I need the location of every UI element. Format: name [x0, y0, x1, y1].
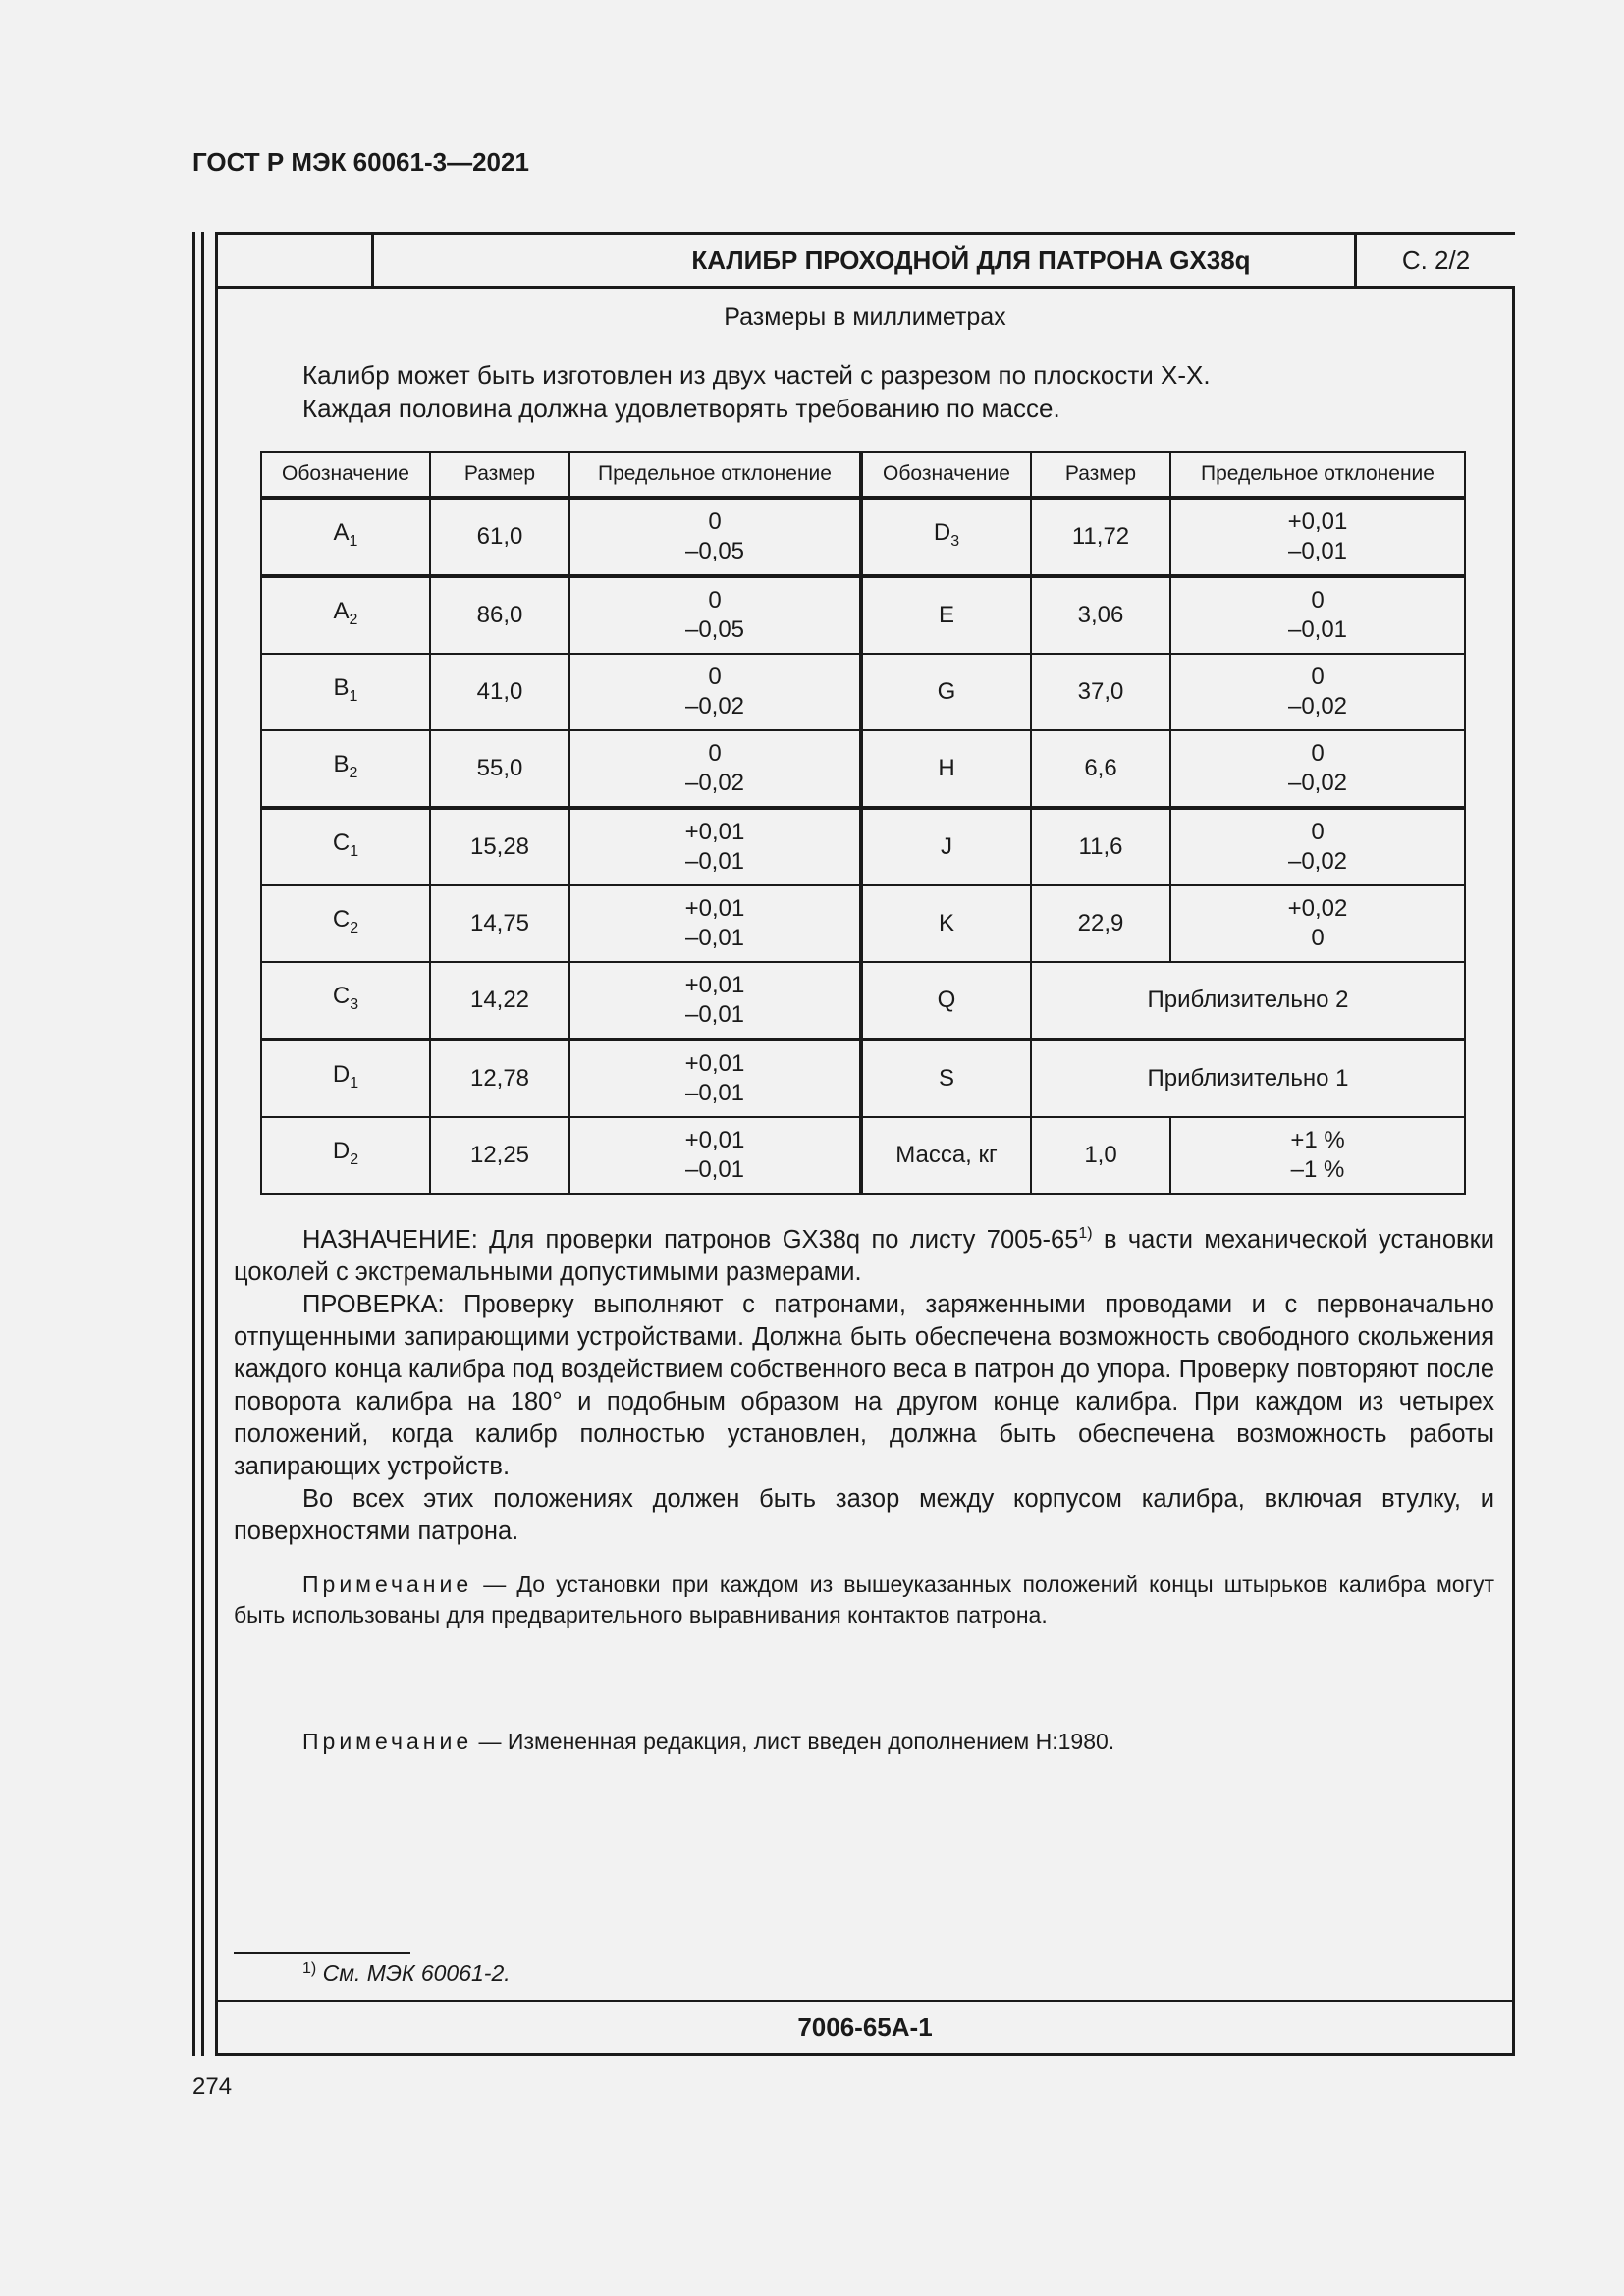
size-cell: 55,0 [430, 730, 569, 808]
sheet-frame [215, 232, 1515, 2056]
note-label: Примечание [302, 1729, 473, 1754]
table-row [261, 1040, 1465, 1117]
size-cell: 41,0 [430, 654, 569, 730]
page-number: 274 [192, 2073, 233, 2100]
column-header: Обозначение [261, 452, 430, 498]
size-cell: 37,0 [1031, 654, 1170, 730]
designation-cell: G [861, 654, 1031, 730]
size-cell: 12,78 [430, 1040, 569, 1117]
merged-value-cell: Приблизительно 2 [1031, 962, 1465, 1040]
note-2: Примечание — Измененная редакция, лист введен дополнением H:1980. [302, 1729, 1115, 1754]
size-cell: 61,0 [430, 498, 569, 576]
table-row [261, 885, 1465, 962]
tolerance-cell: +1 % –1 % [1170, 1117, 1465, 1194]
purpose-paragraph: НАЗНАЧЕНИЕ: Для проверки патронов GX38q по листу 7005-65$^{1)}$ в части механической установки цоколей с экстремальными допустимыми размерами. [234, 1225, 1494, 1286]
table-row [261, 654, 1465, 730]
tolerance-cell: +0,01 –0,01 [569, 1117, 861, 1194]
size-cell: 86,0 [430, 576, 569, 654]
size-cell: 14,22 [430, 962, 569, 1040]
footnote-text: См. МЭК 60061-2. [322, 1960, 511, 1986]
binding-bar-inner [201, 232, 204, 2056]
designation-cell: Q [861, 962, 1031, 1040]
designation-cell: $A_2$ [261, 576, 430, 654]
designation-cell: E [861, 576, 1031, 654]
tolerance-cell: +0,02 0 [1170, 885, 1465, 962]
dimensions-table [260, 451, 1466, 1195]
merged-value-cell: Приблизительно 1 [1031, 1040, 1465, 1117]
column-header: Обозначение [861, 452, 1031, 498]
designation-cell: $C_3$ [261, 962, 430, 1040]
designation-cell: H [861, 730, 1031, 808]
standard-header: ГОСТ Р МЭК 60061-3—2021 [192, 147, 529, 177]
size-cell: 3,06 [1031, 576, 1170, 654]
sheet-title: КАЛИБР ПРОХОДНОЙ ДЛЯ ПАТРОНА GX38q [691, 245, 1251, 275]
size-cell: 22,9 [1031, 885, 1170, 962]
binding-bar-outer [192, 232, 195, 2056]
title-row [218, 235, 1512, 289]
footnote-ref: 1) [1078, 1225, 1093, 1242]
title-empty-cell [218, 235, 374, 286]
size-cell: 11,6 [1031, 808, 1170, 885]
designation-cell: K [861, 885, 1031, 962]
check-paragraph: ПРОВЕРКА: Проверку выполняют с патронами, заряженными проводами и с первоначально отпущенными запирающими устройствами. Должна быть обеспечена возможность свободного скольжения каждого конца калибра под воздействием собственного веса в патрон до упора. Проверку повторяют после поворота калибра на 180° и подобным образом на другом конце калибра. При каждом из четырех положений, когда калибр полностью установлен, должна быть обеспечена возможность работы запирающих устройств. [234, 1291, 1494, 1480]
intro-line: Каждая половина должна удовлетворять требованию по массе. [302, 394, 1060, 423]
column-header: Предельное отклонение [1170, 452, 1465, 498]
units-label: Размеры в миллиметрах [724, 303, 1006, 331]
table-row [261, 808, 1465, 885]
size-cell: 15,28 [430, 808, 569, 885]
footnote-mark: 1) [302, 1960, 317, 1977]
size-cell: 12,25 [430, 1117, 569, 1194]
designation-cell: $B_1$ [261, 654, 430, 730]
size-cell: 6,6 [1031, 730, 1170, 808]
column-header: Размер [1031, 452, 1170, 498]
table-row [261, 576, 1465, 654]
table-row [261, 1117, 1465, 1194]
designation-cell: $C_2$ [261, 885, 430, 962]
sheet-page-label: С. 2/2 [1354, 235, 1515, 286]
intro-line: Калибр может быть изготовлен из двух частей с разрезом по плоскости X-X. [302, 360, 1211, 390]
tolerance-cell: 0 –0,05 [569, 576, 861, 654]
tolerance-cell: 0 –0,02 [569, 654, 861, 730]
designation-cell: J [861, 808, 1031, 885]
body-text [234, 1224, 1494, 1548]
tolerance-cell: 0 –0,01 [1170, 576, 1465, 654]
column-header: Предельное отклонение [569, 452, 861, 498]
designation-cell: $D_3$ [861, 498, 1031, 576]
footnote [302, 1960, 511, 1987]
tolerance-cell: 0 –0,02 [1170, 730, 1465, 808]
tolerance-cell: +0,01 –0,01 [569, 962, 861, 1040]
note-label: Примечание [302, 1572, 473, 1597]
size-cell: 11,72 [1031, 498, 1170, 576]
size-cell: 1,0 [1031, 1117, 1170, 1194]
designation-cell: $D_2$ [261, 1117, 430, 1194]
designation-cell: $D_1$ [261, 1040, 430, 1117]
tolerance-cell: 0 –0,02 [569, 730, 861, 808]
column-header: Размер [430, 452, 569, 498]
designation-cell: Масса, кг [861, 1117, 1031, 1194]
table-row [261, 730, 1465, 808]
table-row [261, 962, 1465, 1040]
tolerance-cell: +0,01 –0,01 [569, 808, 861, 885]
table-header-row [261, 452, 1465, 498]
tolerance-cell: +0,01 –0,01 [1170, 498, 1465, 576]
note-1: Примечание — До установки при каждом из вышеуказанных положений концы штырьков калибра могут быть использованы для предварительного выравнивания контактов патрона. [234, 1572, 1494, 1628]
designation-cell: S [861, 1040, 1031, 1117]
designation-cell: $C_1$ [261, 808, 430, 885]
tolerance-cell: +0,01 –0,01 [569, 1040, 861, 1117]
tolerance-cell: 0 –0,02 [1170, 654, 1465, 730]
intro-text [302, 358, 1211, 425]
clearance-paragraph: Во всех этих положениях должен быть зазор между корпусом калибра, включая втулку, и поверхностями патрона. [234, 1485, 1494, 1545]
size-cell: 14,75 [430, 885, 569, 962]
sheet-id: 7006-65A-1 [218, 2000, 1512, 2056]
tolerance-cell: 0 –0,05 [569, 498, 861, 576]
tolerance-cell: +0,01 –0,01 [569, 885, 861, 962]
footnote-divider [234, 1952, 410, 1954]
table-row [261, 498, 1465, 576]
designation-cell: $B_2$ [261, 730, 430, 808]
tolerance-cell: 0 –0,02 [1170, 808, 1465, 885]
designation-cell: $A_1$ [261, 498, 430, 576]
